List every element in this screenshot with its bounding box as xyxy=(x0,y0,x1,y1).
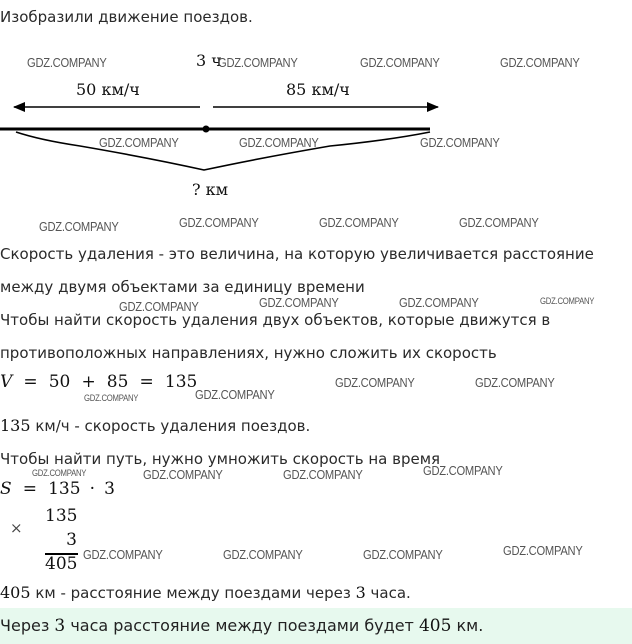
watermark: GDZ.COMPANY xyxy=(319,215,399,230)
speed-result-value: 135 xyxy=(0,416,31,435)
station-point xyxy=(203,126,210,133)
formula-v-var: V xyxy=(0,372,13,392)
answer-text-1: Через xyxy=(0,616,55,635)
watermark: GDZ.COMPANY xyxy=(259,295,339,310)
watermark: GDZ.COMPANY xyxy=(143,467,223,482)
answer-text-2: часа расстояние между поездами будет xyxy=(65,616,419,635)
formula-v-a: 50 xyxy=(48,372,71,392)
formula-v-eq2: = xyxy=(139,372,154,392)
watermark: GDZ.COMPANY xyxy=(459,215,539,230)
watermark: GDZ.COMPANY xyxy=(84,393,139,403)
watermark: GDZ.COMPANY xyxy=(283,467,363,482)
watermark: GDZ.COMPANY xyxy=(420,135,500,150)
formula-s xyxy=(0,479,115,499)
formula-v-eq1: = xyxy=(23,372,38,392)
answer-text xyxy=(0,616,483,636)
watermark: GDZ.COMPANY xyxy=(223,547,303,562)
definition-line-2: между двумя объектами за единицу времени xyxy=(0,278,365,296)
watermark: GDZ.COMPANY xyxy=(27,55,107,70)
time-label: 3 ч xyxy=(196,51,222,70)
mult-result: 405 xyxy=(45,554,78,574)
watermark: GDZ.COMPANY xyxy=(99,135,179,150)
speed-right-label: 85 км/ч xyxy=(286,80,350,99)
mult-sign: × xyxy=(10,519,23,537)
formula-v-result: 135 xyxy=(164,372,198,392)
watermark: GDZ.COMPANY xyxy=(119,299,199,314)
watermark: GDZ.COMPANY xyxy=(360,55,440,70)
rule-line-2: противоположных направлениях, нужно сложить их скорость xyxy=(0,344,497,362)
watermark: GDZ.COMPANY xyxy=(363,547,443,562)
speed-left-label: 50 км/ч xyxy=(76,80,140,99)
watermark: GDZ.COMPANY xyxy=(335,375,415,390)
formula-s-var: S xyxy=(0,479,12,499)
watermark: GDZ.COMPANY xyxy=(399,295,479,310)
answer-text-3: км. xyxy=(451,616,484,635)
watermark: GDZ.COMPANY xyxy=(83,547,163,562)
watermark: GDZ.COMPANY xyxy=(39,219,119,234)
distance-result-text-1: км - расстояние между поездами через xyxy=(30,584,356,602)
watermark: GDZ.COMPANY xyxy=(239,135,319,150)
rule-line-1: Чтобы найти скорость удаления двух объектов, которые движутся в xyxy=(0,311,551,329)
watermark: GDZ.COMPANY xyxy=(179,215,259,230)
watermark: GDZ.COMPANY xyxy=(423,463,503,478)
distance-label: ? км xyxy=(192,180,229,199)
answer-value: 405 xyxy=(418,616,452,636)
formula-v-plus: + xyxy=(81,372,96,392)
intro-text: Изобразили движение поездов. xyxy=(0,8,253,26)
watermark: GDZ.COMPANY xyxy=(195,387,275,402)
mult-bottom: 3 xyxy=(66,530,77,550)
distance-rule-text: Чтобы найти путь, нужно умножить скорость на время xyxy=(0,450,441,468)
formula-s-a: 135 xyxy=(48,479,81,499)
formula-v-b: 85 xyxy=(106,372,129,392)
answer-time: 3 xyxy=(54,616,66,636)
formula-v xyxy=(0,372,197,392)
speed-result-text: км/ч - скорость удаления поездов. xyxy=(30,417,311,435)
mult-top: 135 xyxy=(45,506,78,526)
answer-box xyxy=(0,608,632,644)
formula-s-b: 3 xyxy=(104,479,115,499)
watermark: GDZ.COMPANY xyxy=(32,468,87,478)
distance-result-line xyxy=(0,583,411,602)
watermark: GDZ.COMPANY xyxy=(500,55,580,70)
definition-line-1: Скорость удаления - это величина, на которую увеличивается расстояние xyxy=(0,245,594,263)
formula-s-eq: = xyxy=(22,479,37,499)
distance-result-text-2: часа. xyxy=(365,584,411,602)
distance-result-value: 405 xyxy=(0,583,31,602)
watermark: GDZ.COMPANY xyxy=(540,296,595,306)
speed-result-line xyxy=(0,416,310,435)
formula-s-dot: · xyxy=(89,479,96,499)
distance-brace xyxy=(16,132,430,170)
watermark: GDZ.COMPANY xyxy=(475,375,555,390)
watermark: GDZ.COMPANY xyxy=(503,543,583,558)
watermark: GDZ.COMPANY xyxy=(218,55,298,70)
distance-result-time: 3 xyxy=(355,583,366,602)
